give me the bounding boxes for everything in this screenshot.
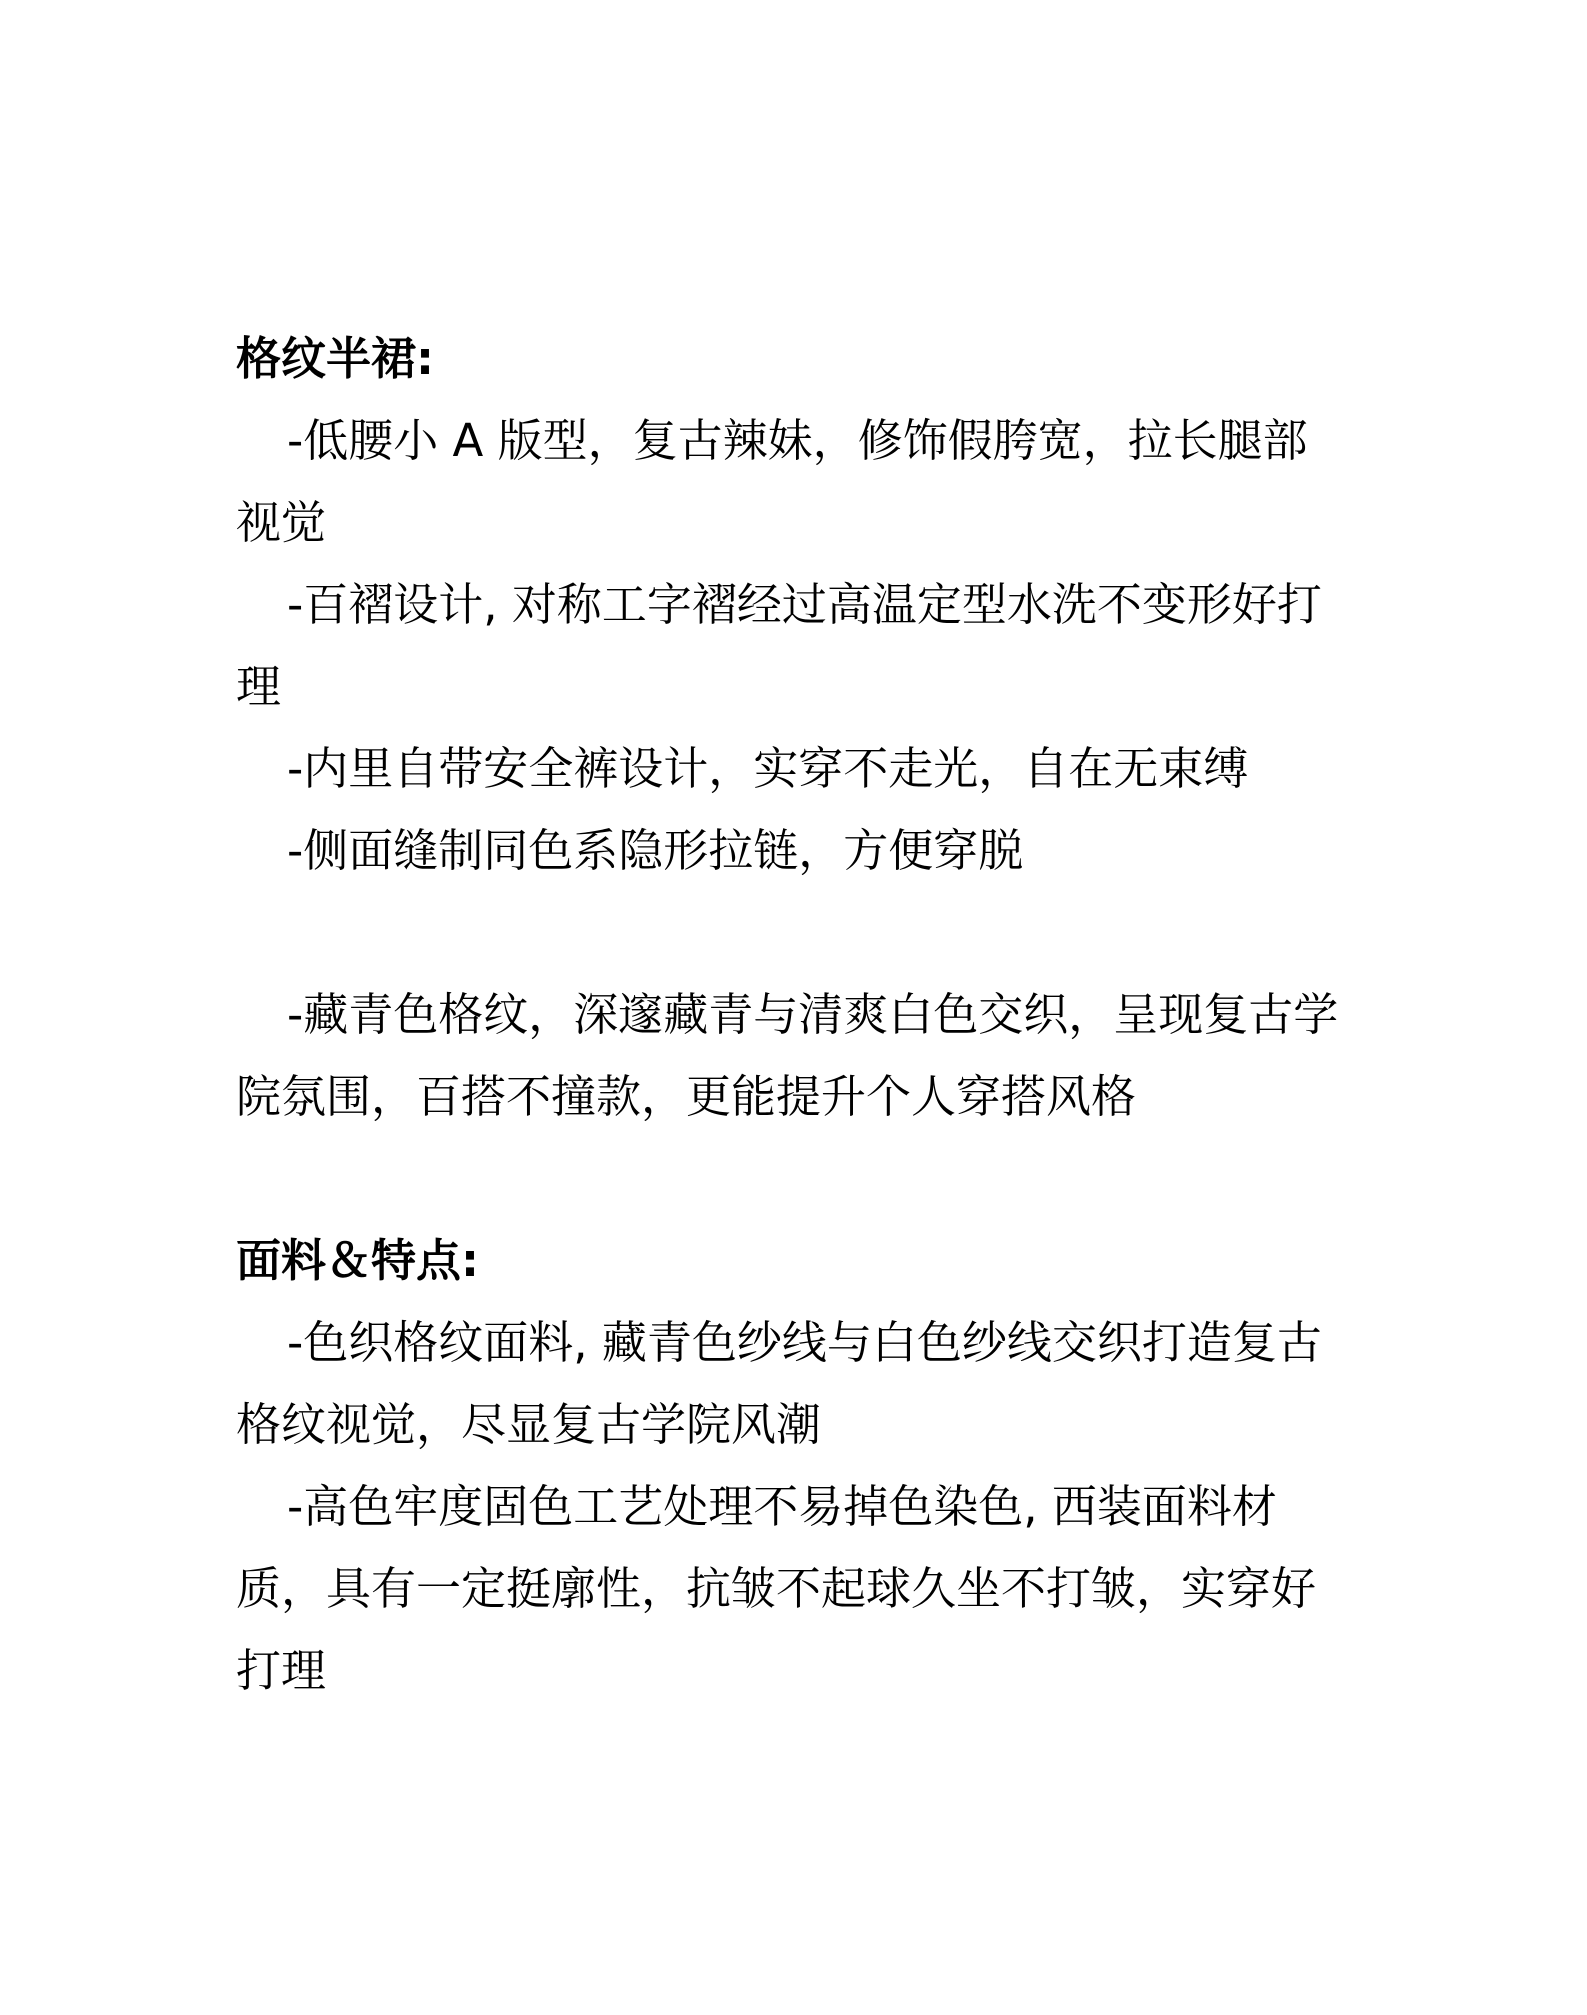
blank-line [236,1138,1346,1220]
section-heading-plaid-skirt: 格纹半裙: [236,332,434,385]
color-description: -藏青色格纹，深邃藏青与清爽白色交织，呈现复古学院氛围，百搭不撞款，更能提升个人穿搭风格 [236,988,1339,1123]
fabric-item: -色织格纹面料, 藏青色纱线与白色纱线交织打造复古格纹视觉，尽显复古学院风潮 [236,1316,1322,1451]
section-heading-fabric-features: 面料＆特点: [236,1234,479,1287]
fabric-item: -高色牢度固色工艺处理不易掉色染色, 西装面料材质，具有一定挺廓性，抗皱不起球久坐不打皱，实穿好打理 [236,1480,1317,1697]
feature-item: -百褶设计, 对称工字褶经过高温定型水洗不变形好打理 [236,578,1322,713]
blank-line [236,892,1346,974]
document-body [236,318,1346,1712]
feature-item: -内里自带安全裤设计，实穿不走光，自在无束缚 [287,742,1249,795]
feature-item: -低腰小 A 版型，复古辣妹，修饰假胯宽，拉长腿部视觉 [236,414,1308,549]
feature-item: -侧面缝制同色系隐形拉链，方便穿脱 [287,824,1024,877]
